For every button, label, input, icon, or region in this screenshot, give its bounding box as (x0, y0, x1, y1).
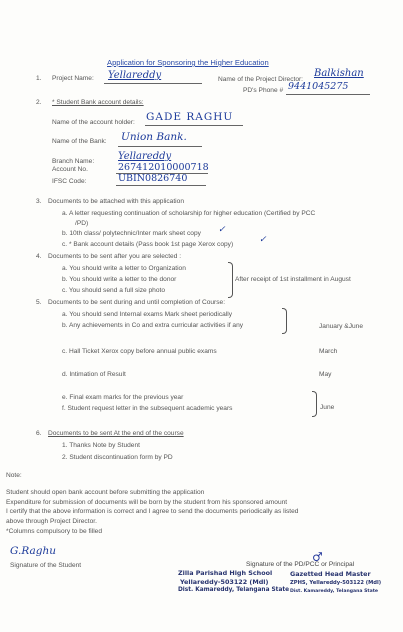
page-title: Application for Sponsoring the Higher Education (107, 58, 269, 67)
phone-underline (286, 94, 370, 95)
during-item-e: e. Final exam marks for the previous year (62, 394, 184, 401)
headmaster-stamp-line-2: ZPHS, Yellareddy-503122 (Mdl) (290, 580, 382, 586)
selected-item-b: b. You should write a letter to the donor (62, 276, 177, 283)
section-1-number: 1. (36, 75, 42, 82)
bank-underline (118, 146, 202, 147)
ifsc-label: IFSC Code: (52, 178, 87, 185)
section-5-number: 5. (36, 299, 42, 306)
during-item-a: a. You should send Internal exams Mark sheet periodically (62, 311, 233, 318)
note-line-3: I certify that the above information is correct and I agree to send the documents periodically as listed (6, 508, 299, 515)
during-c-timing: March (319, 348, 338, 355)
attach-heading: Documents to be attached with this application (48, 198, 184, 205)
school-stamp-line-2: Yellareddy-503122 (Mdl) (180, 578, 269, 586)
end-item-1: 1. Thanks Note by Student (62, 442, 140, 449)
director-label: Name of the Project Director: (218, 76, 304, 83)
during-course-heading: Documents to be sent during and until completion of Course: (48, 299, 226, 306)
bank-details-heading: * Student Bank account details: (52, 99, 144, 106)
during-ef-timing: June (320, 404, 335, 411)
attach-item-b: b. 10th class/ polytechnic/Inter mark sheet copy (62, 230, 201, 237)
selected-heading: Documents to be sent after you are selected : (48, 253, 182, 260)
during-ab-bracket (282, 308, 287, 334)
headmaster-stamp-line-1: Gazetted Head Master (290, 570, 371, 578)
during-d-timing: May (319, 371, 332, 378)
section-2-number: 2. (36, 99, 42, 106)
pcc-signature-scribble: ♂ (312, 550, 323, 564)
attach-item-a: a. A letter requesting continuation of scholarship for higher education (Certified by PCC (62, 210, 316, 217)
check-mark-icon: ✓ (259, 235, 267, 245)
note-line-5: *Columns compulsory to be filled (6, 528, 103, 535)
end-item-2: 2. Student discontinuation form by PD (62, 454, 173, 461)
note-line-1: Student should open bank account before submitting the application (6, 489, 205, 496)
headmaster-stamp-line-3: Dist. Kamareddy, Telangana State (290, 589, 379, 594)
phone-value: 9441045275 (288, 81, 349, 92)
note-label: Note: (6, 472, 22, 479)
during-item-f: f. Student request letter in the subsequent academic years (62, 405, 233, 412)
selected-timing-note: After receipt of 1st installment in August (235, 276, 351, 283)
project-name-underline (104, 83, 202, 84)
selected-item-c: c. You should send a full size photo (62, 287, 166, 294)
school-stamp-line-1: Zilla Parishad High School (178, 569, 273, 577)
phone-label: PD's Phone # (243, 87, 284, 94)
during-item-d: d. Intimation of Result (62, 371, 126, 378)
account-label: Account No. (52, 166, 88, 173)
attach-item-a-cont: /PD) (75, 220, 89, 227)
note-line-4: above through Project Director. (6, 518, 97, 525)
selected-bracket (228, 262, 233, 298)
project-name-label: Project Name: (52, 75, 94, 82)
account-value: 267412010000718 (118, 162, 209, 173)
ifsc-underline (116, 185, 206, 186)
during-item-c: c. Hall Ticket Xerox copy before annual public exams (62, 348, 217, 355)
section-6-number: 6. (36, 430, 42, 437)
director-value: Balkishan (314, 68, 364, 79)
holder-value: GADE RAGHU (146, 111, 234, 123)
during-ab-timing: January &June (319, 323, 363, 330)
during-item-b: b. Any achievements in Co and extra curricular activities if any (62, 322, 244, 329)
check-mark-icon: ✓ (218, 225, 226, 235)
end-course-heading: Documents to be sent At the end of the course (48, 430, 184, 437)
holder-underline (145, 125, 243, 126)
selected-item-a: a. You should write a letter to Organization (62, 265, 186, 272)
branch-value: Yellareddy (118, 151, 172, 162)
during-ef-bracket (312, 391, 317, 417)
section-3-number: 3. (36, 198, 42, 205)
section-4-number: 4. (36, 253, 42, 260)
bank-label: Name of the Bank: (52, 138, 107, 145)
student-signature: G.Raghu (10, 545, 57, 557)
note-line-2: Expenditure for submission of documents will be born by the student from his sponsored amount (6, 499, 288, 506)
ifsc-value: UBIN0826740 (118, 173, 188, 184)
school-stamp-line-3: Dist. Kamareddy, Telangana State (178, 587, 290, 593)
project-name-value: Yellareddy (108, 70, 162, 81)
branch-label: Branch Name: (52, 158, 95, 165)
pcc-signature-label: Signature of the PD/PCC or Principal (246, 561, 355, 568)
student-signature-label: Signature of the Student (10, 562, 82, 569)
attach-item-c: c. * Bank account details (Pass book 1st page Xerox copy) (62, 241, 234, 248)
bank-value: Union Bank. (121, 131, 187, 143)
holder-label: Name of the account holder: (52, 119, 135, 126)
